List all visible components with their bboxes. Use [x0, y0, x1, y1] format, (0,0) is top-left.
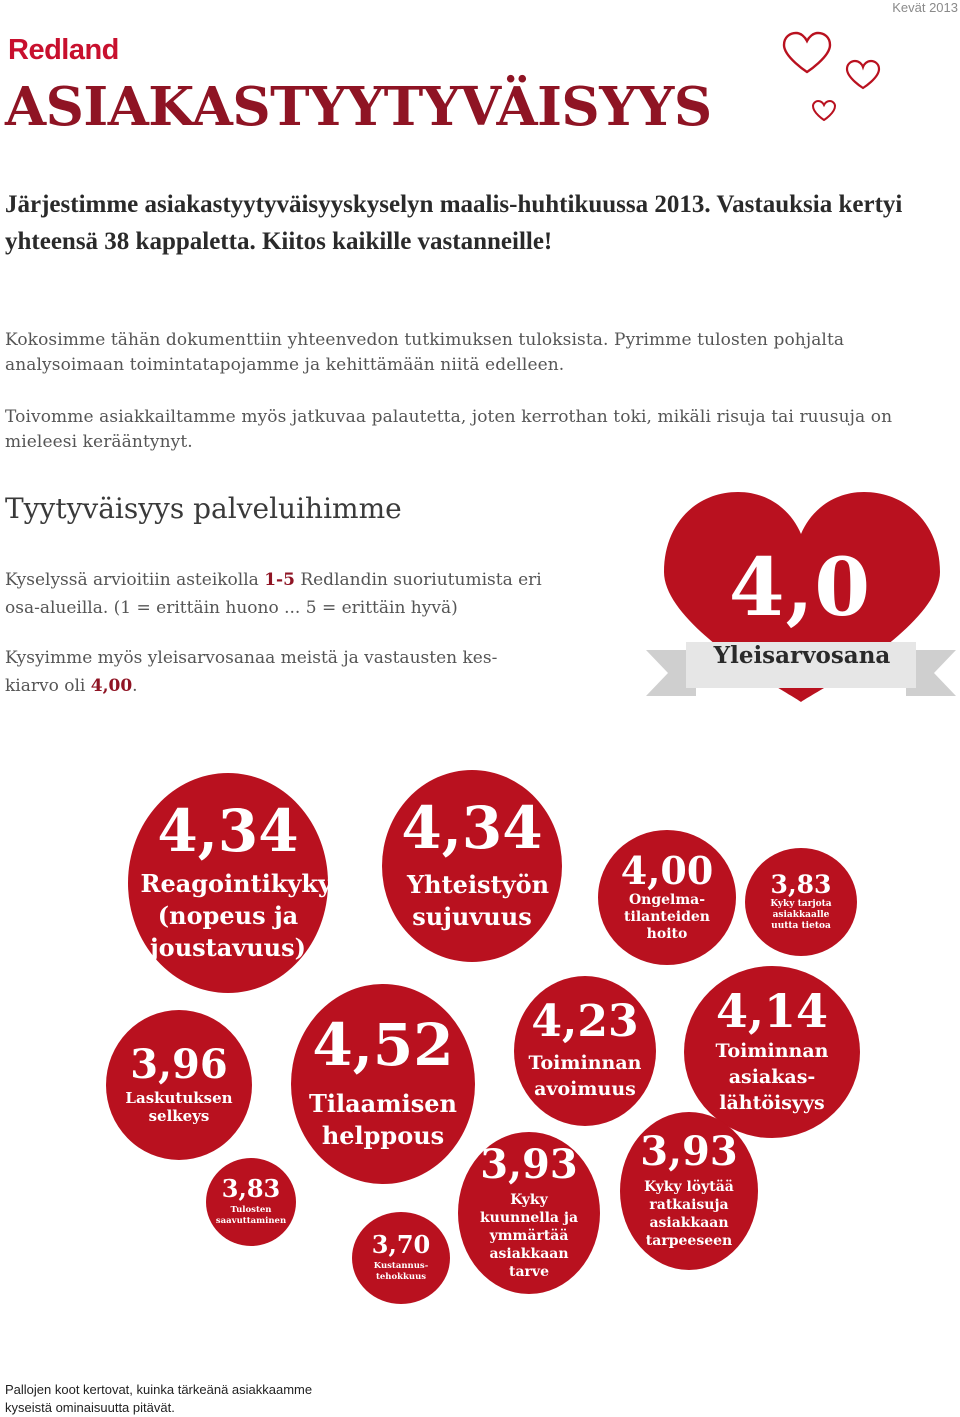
bubble-label: Kyky löytää ratkaisuja asiakkaan tarpeeseen	[644, 1179, 734, 1249]
bubble-tilaamisen-helppous	[291, 984, 475, 1184]
footnote: Pallojen koot kertovat, kuinka tärkeänä asiakkaamme kyseistä ominaisuutta pitävät.	[5, 1382, 313, 1415]
overall-label: Yleisarvosana	[713, 642, 891, 669]
overall-score: 4,0	[728, 540, 872, 634]
redland-logo: Redland	[8, 34, 119, 66]
bubble-yhteistyon-sujuvuus	[382, 770, 562, 962]
bubble-label: Toiminnan avoimuus	[528, 1052, 642, 1100]
bubble-label: Tulosten saavuttaminen	[215, 1205, 287, 1226]
bubble-kyky-loytaa-ratkaisuja	[620, 1112, 758, 1270]
overall-value-inline: 4,00	[90, 676, 133, 696]
bubble-value: 3,83	[770, 870, 832, 899]
bubble-value: 4,34	[401, 794, 543, 862]
bubble-ongelmatilanteiden-hoito	[598, 830, 736, 965]
section-title: Tyytyväisyys palveluihimme	[5, 492, 402, 525]
bubble-value: 3,83	[221, 1174, 281, 1203]
bubble-label: Kustannus- tehokkuus	[373, 1261, 429, 1282]
bubble-label: Reagointikyky (nopeus ja joustavuus)	[140, 869, 332, 962]
bubble-label: Kyky kuunnella ja ymmärtää asiakkaan tarve	[479, 1192, 579, 1280]
bubble-label: Toiminnan asiakas- lähtöisyys	[715, 1040, 829, 1114]
bubble-value: 4,34	[157, 797, 299, 865]
bubble-value: 4,23	[531, 996, 639, 1047]
bubble-label: Kyky tarjota asiakkaalle uutta tietoa	[770, 899, 832, 931]
bubble-label: Tilaamisen helppous	[309, 1089, 457, 1150]
scale-description	[5, 566, 545, 622]
scale-range: 1-5	[264, 570, 295, 590]
bubble-asiakaslahtoisyys	[684, 966, 860, 1138]
hearts-decoration-icon	[774, 28, 894, 128]
overall-text-before: Kysyimme myös yleisarvosanaa meistä ja vastausten keskiarvo oli	[5, 648, 498, 696]
bubble-kustannustehokkuus	[352, 1212, 450, 1304]
bubble-value: 4,00	[620, 848, 714, 893]
scale-text-after: Redlandin suoriutumista eri osa-alueilla. (1 = erittäin huono ... 5 = erittäin hyvä)	[5, 570, 542, 618]
bubble-toiminnan-avoimuus	[514, 976, 656, 1126]
bubble-value: 4,14	[715, 984, 829, 1038]
intro-paragraph-feedback: Toivomme asiakkailtamme myös jatkuvaa palautetta, joten kerrothan toki, mikäli risuja tai ruusuja on mieleesi kerääntynyt.	[5, 407, 893, 452]
season-label: Kevät 2013	[892, 0, 958, 15]
bubble-label: Ongelma- tilanteiden hoito	[624, 892, 710, 942]
bubble-tulosten-saavuttaminen	[206, 1158, 296, 1246]
intro-paragraph-summary: Kokosimme tähän dokumenttiin yhteenvedon tutkimuksen tuloksista. Pyrimme tulosten pohjalta analysoimaan toimintatapojamme ja kehittämään niitä edelleen.	[5, 330, 845, 375]
bubble-value: 4,52	[312, 1011, 454, 1079]
bubble-reagointikyky	[128, 773, 332, 993]
intro-statement: Järjestimme asiakastyytyväisyyskyselyn maalis-huhtikuussa 2013. Vastauksia kertyi yhteensä 38 kappaletta. Kiitos kaikille vastanneille!	[5, 191, 903, 255]
bubble-value: 3,96	[130, 1041, 228, 1088]
overall-text-after: .	[132, 676, 138, 696]
bubble-kyky-kuunnella	[458, 1132, 600, 1294]
bubble-value: 3,93	[640, 1128, 738, 1175]
overall-description	[5, 644, 545, 700]
bubble-kyky-tarjota-tietoa	[745, 848, 857, 956]
bubble-label: Laskutuksen selkeys	[125, 1089, 233, 1125]
scale-text-before: Kyselyssä arvioitiin asteikolla	[5, 570, 265, 590]
bubble-label: Yhteistyön sujuvuus	[407, 870, 550, 931]
bubble-value: 3,70	[371, 1230, 431, 1259]
page-title: ASIAKASTYYTYVÄISYYS	[5, 76, 712, 138]
bubble-value: 3,93	[480, 1141, 578, 1188]
bubble-laskutuksen-selkeys	[106, 1010, 252, 1160]
